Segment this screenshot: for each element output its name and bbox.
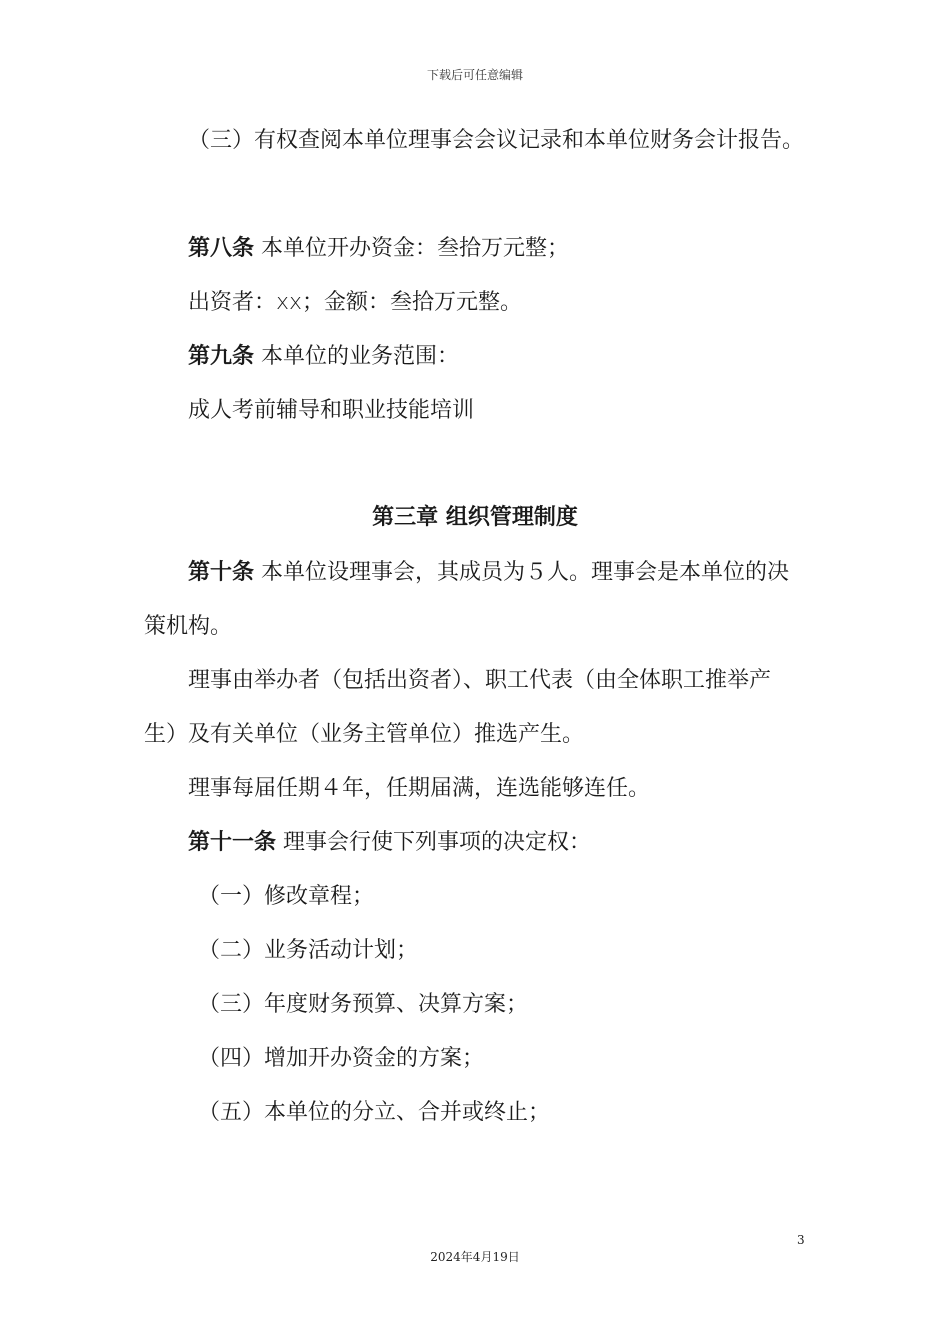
article-10-text: 本单位设理事会，其成员为５人。理事会是本单位的决策机构。 xyxy=(144,560,790,639)
page-number: 3 xyxy=(797,1233,805,1247)
article-8-text: 本单位开办资金：叁拾万元整； xyxy=(261,236,570,261)
article-11 xyxy=(144,816,804,870)
funder-line: 出资者：xx；金额：叁拾万元整。 xyxy=(188,290,523,315)
footer-date: 2024年4月19日 xyxy=(430,1250,520,1264)
article-9-label: 第九条 xyxy=(188,344,255,369)
paragraph-right-to-review: （三）有权查阅本单位理事会会议记录和本单位财务会计报告。 xyxy=(188,128,805,153)
list-item: （三）年度财务预算、决算方案； xyxy=(198,992,529,1017)
article-11-label: 第十一条 xyxy=(188,830,277,855)
article-8 xyxy=(144,222,804,276)
list-item: （二）业务活动计划； xyxy=(198,938,419,963)
board-members-paragraph: 理事由举办者（包括出资者）、职工代表（由全体职工推举产生）及有关单位（业务主管单位）推选产生。 xyxy=(144,668,772,747)
article-9-text: 本单位的业务范围： xyxy=(261,344,460,369)
term-paragraph: 理事每届任期４年，任期届满，连选能够连任。 xyxy=(188,776,651,801)
article-10-label: 第十条 xyxy=(188,560,255,585)
list-item: （五）本单位的分立、合并或终止； xyxy=(198,1100,551,1125)
article-9 xyxy=(144,330,804,384)
business-scope: 成人考前辅导和职业技能培训 xyxy=(188,398,475,423)
list-item: （四）增加开办资金的方案； xyxy=(198,1046,485,1071)
page-header: 下载后可任意编辑 xyxy=(426,68,523,82)
article-10 xyxy=(144,546,804,654)
article-11-text: 理事会行使下列事项的决定权： xyxy=(283,830,592,855)
list-item: （一）修改章程； xyxy=(198,884,375,909)
chapter-heading: 第三章 组织管理制度 xyxy=(372,505,578,530)
article-8-label: 第八条 xyxy=(188,236,255,261)
